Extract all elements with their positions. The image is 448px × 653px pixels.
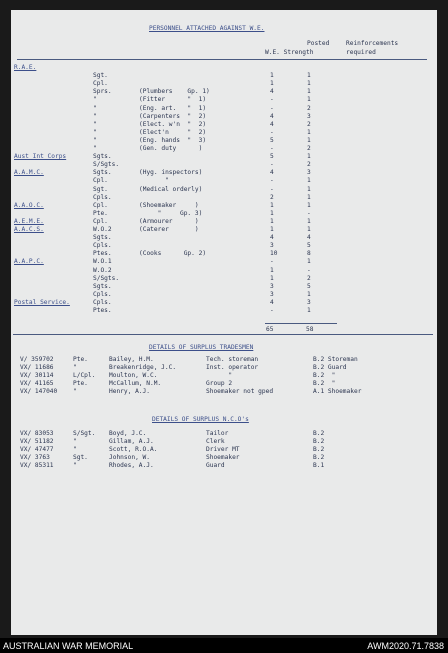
row-trade: (Carpenters " 2) [139, 112, 207, 120]
row-trade: " Gp. 3) [139, 209, 203, 217]
row-posted: 2 [270, 193, 274, 201]
row-trade: (Armourer ) [139, 217, 199, 225]
row-reinf: 3 [307, 112, 311, 120]
row-rank: Sgt. [93, 72, 108, 80]
row-reinf: 1 [307, 217, 311, 225]
person-number: VX/ 51182 [20, 438, 54, 446]
row-rank: Sgts. [93, 153, 112, 161]
person-grade: B.2 " [313, 372, 336, 380]
person-trade: Shoemaker [206, 454, 240, 462]
person-rank: " [73, 364, 77, 372]
footer-right: AWM2020.71.7838 [367, 641, 444, 651]
row-reinf: 5 [307, 282, 311, 290]
row-posted: 3 [270, 242, 274, 250]
header-rule [17, 59, 427, 60]
row-rank: Cpl. [93, 80, 108, 88]
footer-left: AUSTRALIAN WAR MEMORIAL [3, 641, 134, 651]
row-rank: " [93, 136, 97, 144]
row-reinf: 3 [307, 169, 311, 177]
row-reinf: 1 [307, 193, 311, 201]
row-trade: (Eng. hands " 3) [139, 136, 207, 144]
row-trade: (Elect. w'n " 2) [139, 120, 207, 128]
row-reinf: 2 [307, 104, 311, 112]
person-rank: L/Cpl. [73, 372, 96, 380]
total-rule [265, 323, 337, 324]
row-rank: " [93, 145, 97, 152]
row-posted: 3 [270, 282, 274, 290]
reinf-header-2: required [346, 49, 376, 56]
person-trade: Guard [206, 462, 225, 470]
row-unit: A.A.O.C. [14, 201, 44, 209]
person-grade: B.2 [313, 438, 325, 446]
row-reinf: 2 [307, 274, 311, 282]
person-grade: B.2 [313, 454, 325, 462]
ncos-title: DETAILS OF SURPLUS N.C.O's [152, 416, 249, 423]
person-grade: B.1 [313, 462, 325, 470]
row-posted: 1 [270, 274, 274, 282]
row-rank: Cpl. [93, 217, 108, 225]
person-name: Johnson, W. [109, 454, 150, 462]
person-rank: Sgt. [73, 454, 88, 462]
row-rank: Sgts. [93, 234, 112, 242]
row-reinf: 4 [307, 234, 311, 242]
person-rank: " [73, 388, 77, 396]
row-rank: Sgts. [93, 169, 112, 177]
row-rank: Sgt. [93, 185, 108, 193]
row-trade: (Shoemaker ) [139, 201, 199, 209]
person-name: Bailey, H.M. [109, 356, 154, 363]
row-rank: Cpls. [93, 193, 112, 201]
person-trade: Inst. operator [206, 364, 259, 372]
row-unit: A.E.M.E. [14, 217, 44, 225]
person-number: V/ 359702 [20, 356, 54, 363]
tradesmen-title: DETAILS OF SURPLUS TRADESMEN [149, 344, 254, 351]
row-rank: Sprs. [93, 88, 112, 96]
person-name: Scott, R.O.A. [109, 446, 158, 454]
posted-header-1: Posted [307, 40, 330, 47]
row-trade: (Fitter " 1) [139, 96, 207, 104]
person-number: VX/ 3763 [20, 454, 50, 462]
person-grade: B.2 [313, 430, 325, 437]
row-rank: Ptes. [93, 250, 112, 258]
row-posted: - [270, 177, 274, 185]
row-unit: A.A.M.C. [14, 169, 44, 177]
total-posted: 65 [266, 326, 274, 333]
posted-header-2: W.E. Strength [265, 49, 314, 56]
person-number: VX/ 147040 [20, 388, 58, 396]
person-number: VX/ 30114 [20, 372, 54, 380]
row-reinf: 1 [307, 136, 311, 144]
row-reinf: 3 [307, 298, 311, 306]
person-name: Henry, A.J. [109, 388, 150, 396]
person-rank: S/Sgt. [73, 430, 96, 437]
row-reinf: 2 [307, 120, 311, 128]
row-posted: - [270, 161, 274, 169]
person-number: VX/ 83053 [20, 430, 54, 437]
row-posted: 1 [270, 266, 274, 274]
row-reinf: 1 [307, 177, 311, 185]
row-reinf: - [307, 209, 311, 217]
row-reinf: 1 [307, 88, 311, 96]
row-rank: S/Sgts. [93, 274, 120, 282]
row-reinf: 1 [307, 80, 311, 88]
person-number: VX/ 85311 [20, 462, 54, 470]
person-number: VX/ 11686 [20, 364, 54, 372]
row-trade: (Gen. duty ) [139, 145, 203, 152]
person-number: VX/ 41165 [20, 380, 54, 388]
row-rank: Cpls. [93, 242, 112, 250]
row-posted: 4 [270, 88, 274, 96]
row-rank: " [93, 120, 97, 128]
row-reinf: 1 [307, 307, 311, 314]
row-posted: - [270, 258, 274, 266]
row-reinf: 1 [307, 72, 311, 80]
person-name: Rhodes, A.J. [109, 462, 154, 470]
row-unit: A.A.C.S. [14, 226, 44, 233]
row-posted: 4 [270, 169, 274, 177]
row-rank: Ptes. [93, 307, 112, 314]
row-trade: (Eng. art. " 1) [139, 104, 207, 112]
person-trade: Tech. storeman [206, 356, 259, 363]
row-rank: W.O.1 [93, 258, 112, 266]
row-rank: Cpl. [93, 177, 108, 185]
row-trade: " [139, 177, 169, 185]
row-rank: " [93, 96, 97, 104]
row-posted: 1 [270, 80, 274, 88]
section-rule [13, 334, 433, 335]
row-reinf: 2 [307, 145, 311, 152]
person-trade: Driver MT [206, 446, 240, 454]
row-reinf: 1 [307, 153, 311, 161]
footer-bar [0, 638, 448, 653]
person-number: VX/ 47477 [20, 446, 54, 454]
person-name: Breakenridge, J.C. [109, 364, 177, 372]
row-rank: W.O.2 [93, 226, 112, 233]
row-rank: " [93, 104, 97, 112]
row-posted: - [270, 145, 274, 152]
document-title: PERSONNEL ATTACHED AGAINST W.E. [149, 25, 265, 32]
row-posted: - [270, 104, 274, 112]
row-posted: - [270, 96, 274, 104]
person-trade: Tailor [206, 430, 229, 437]
row-reinf: 1 [307, 185, 311, 193]
row-rank: Cpls. [93, 298, 112, 306]
row-trade: (Hyg. inspectors) [139, 169, 203, 177]
row-reinf: 1 [307, 96, 311, 104]
document-page [11, 10, 437, 635]
row-trade: (Plumbers Gp. 1) [139, 88, 210, 96]
row-posted: - [270, 185, 274, 193]
row-posted: 5 [270, 136, 274, 144]
row-reinf: 5 [307, 242, 311, 250]
row-posted: 1 [270, 217, 274, 225]
row-unit: A.A.P.C. [14, 258, 44, 266]
row-reinf: - [307, 266, 311, 274]
row-trade: (Elect'n " 2) [139, 128, 207, 136]
row-posted: 1 [270, 201, 274, 209]
row-posted: 3 [270, 290, 274, 298]
row-posted: 10 [270, 250, 278, 258]
row-reinf: 1 [307, 290, 311, 298]
row-trade: (Caterer ) [139, 226, 199, 233]
row-posted: 4 [270, 112, 274, 120]
row-trade: (Medical orderly) [139, 185, 203, 193]
row-reinf: 8 [307, 250, 311, 258]
row-reinf: 1 [307, 226, 311, 233]
person-trade: Clerk [206, 438, 225, 446]
reinf-header-1: Reinforcements [346, 40, 399, 47]
row-posted: 5 [270, 153, 274, 161]
row-posted: 1 [270, 72, 274, 80]
person-name: Boyd, J.C. [109, 430, 147, 437]
row-reinf: 1 [307, 201, 311, 209]
row-unit: Aust Int Corps [14, 153, 67, 161]
row-rank: Cpls. [93, 290, 112, 298]
person-name: Moulton, W.C. [109, 372, 158, 380]
row-rank: Sgts. [93, 282, 112, 290]
total-reinf: 58 [306, 326, 314, 333]
row-rank: W.O.2 [93, 266, 112, 274]
person-trade: " [206, 372, 233, 380]
person-grade: B.2 " [313, 380, 336, 388]
row-posted: 4 [270, 234, 274, 242]
person-grade: B.2 [313, 446, 325, 454]
row-reinf: 2 [307, 161, 311, 169]
person-grade: A.1 Shoemaker [313, 388, 362, 396]
row-unit: R.A.E. [14, 64, 37, 71]
row-rank: " [93, 128, 97, 136]
person-name: Gillam, A.J. [109, 438, 154, 446]
row-rank: Cpl. [93, 201, 108, 209]
person-grade: B.2 Storeman [313, 356, 358, 363]
row-posted: - [270, 128, 274, 136]
row-posted: - [270, 307, 274, 314]
row-rank: S/Sgts. [93, 161, 120, 169]
person-rank: Pte. [73, 356, 88, 363]
person-trade: Shoemaker not gped [206, 388, 274, 396]
person-trade: Group 2 [206, 380, 233, 388]
person-name: McCallum, N.M. [109, 380, 162, 388]
person-rank: Pte. [73, 380, 88, 388]
row-posted: 4 [270, 298, 274, 306]
person-rank: " [73, 462, 77, 470]
row-rank: " [93, 112, 97, 120]
row-posted: 1 [270, 226, 274, 233]
row-reinf: 1 [307, 258, 311, 266]
row-unit: Postal Service. [14, 298, 70, 306]
row-trade: (Cooks Gp. 2) [139, 250, 207, 258]
row-posted: 4 [270, 120, 274, 128]
row-rank: Pte. [93, 209, 108, 217]
person-rank: " [73, 438, 77, 446]
person-grade: B.2 Guard [313, 364, 347, 372]
row-reinf: 1 [307, 128, 311, 136]
row-posted: 1 [270, 209, 274, 217]
person-rank: " [73, 446, 77, 454]
